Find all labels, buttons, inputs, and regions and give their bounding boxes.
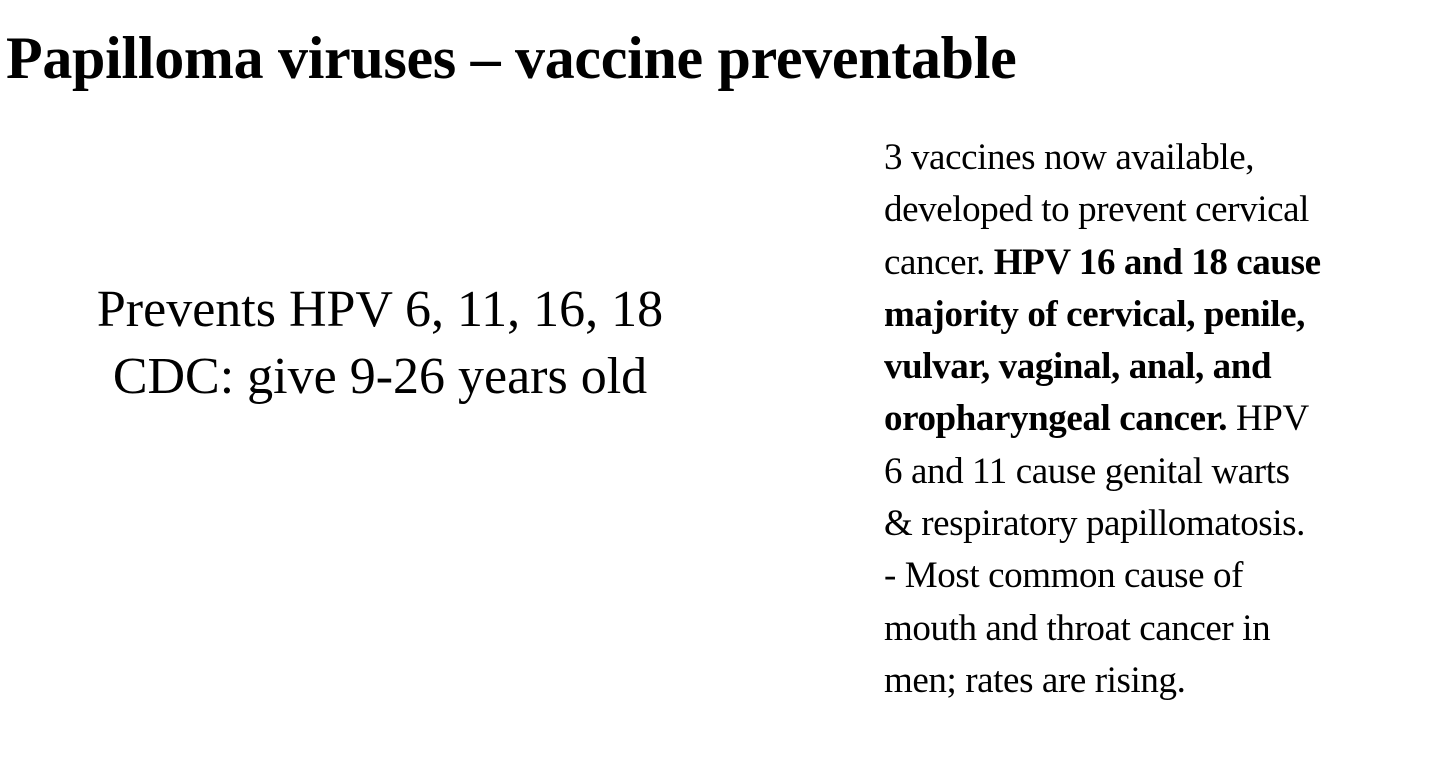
detail-line-11: men; rates are rising.: [884, 659, 1186, 701]
slide-title: Papilloma viruses – vaccine preventable: [6, 25, 1017, 91]
detail-line-4: majority of cervical, penile,: [884, 293, 1305, 335]
detail-line-8: & respiratory papillomatosis.: [884, 503, 1306, 545]
detail-line-9: - Most common cause of: [884, 555, 1244, 597]
detail-text: cancer.: [884, 241, 994, 283]
cdc-age-text: CDC: give 9-26 years old: [112, 348, 648, 405]
detail-line-6: [884, 393, 1434, 445]
detail-line-7: 6 and 11 cause genital warts: [884, 450, 1290, 492]
detail-line-3: [884, 237, 1434, 289]
vaccine-details: [884, 132, 1434, 707]
emphasis-text: HPV 16 and 18 cause: [993, 241, 1321, 283]
hpv-types-text: Prevents HPV 6, 11, 16, 18: [96, 281, 664, 338]
vaccine-summary: [20, 276, 740, 410]
detail-text: HPV: [1227, 398, 1309, 440]
detail-line-1: 3 vaccines now available,: [884, 137, 1255, 178]
detail-line-5: vulvar, vaginal, anal, and: [884, 346, 1272, 388]
detail-line-2: developed to prevent cervical: [884, 189, 1309, 231]
detail-line-10: mouth and throat cancer in: [884, 607, 1271, 649]
emphasis-text: oropharyngeal cancer.: [884, 398, 1228, 440]
